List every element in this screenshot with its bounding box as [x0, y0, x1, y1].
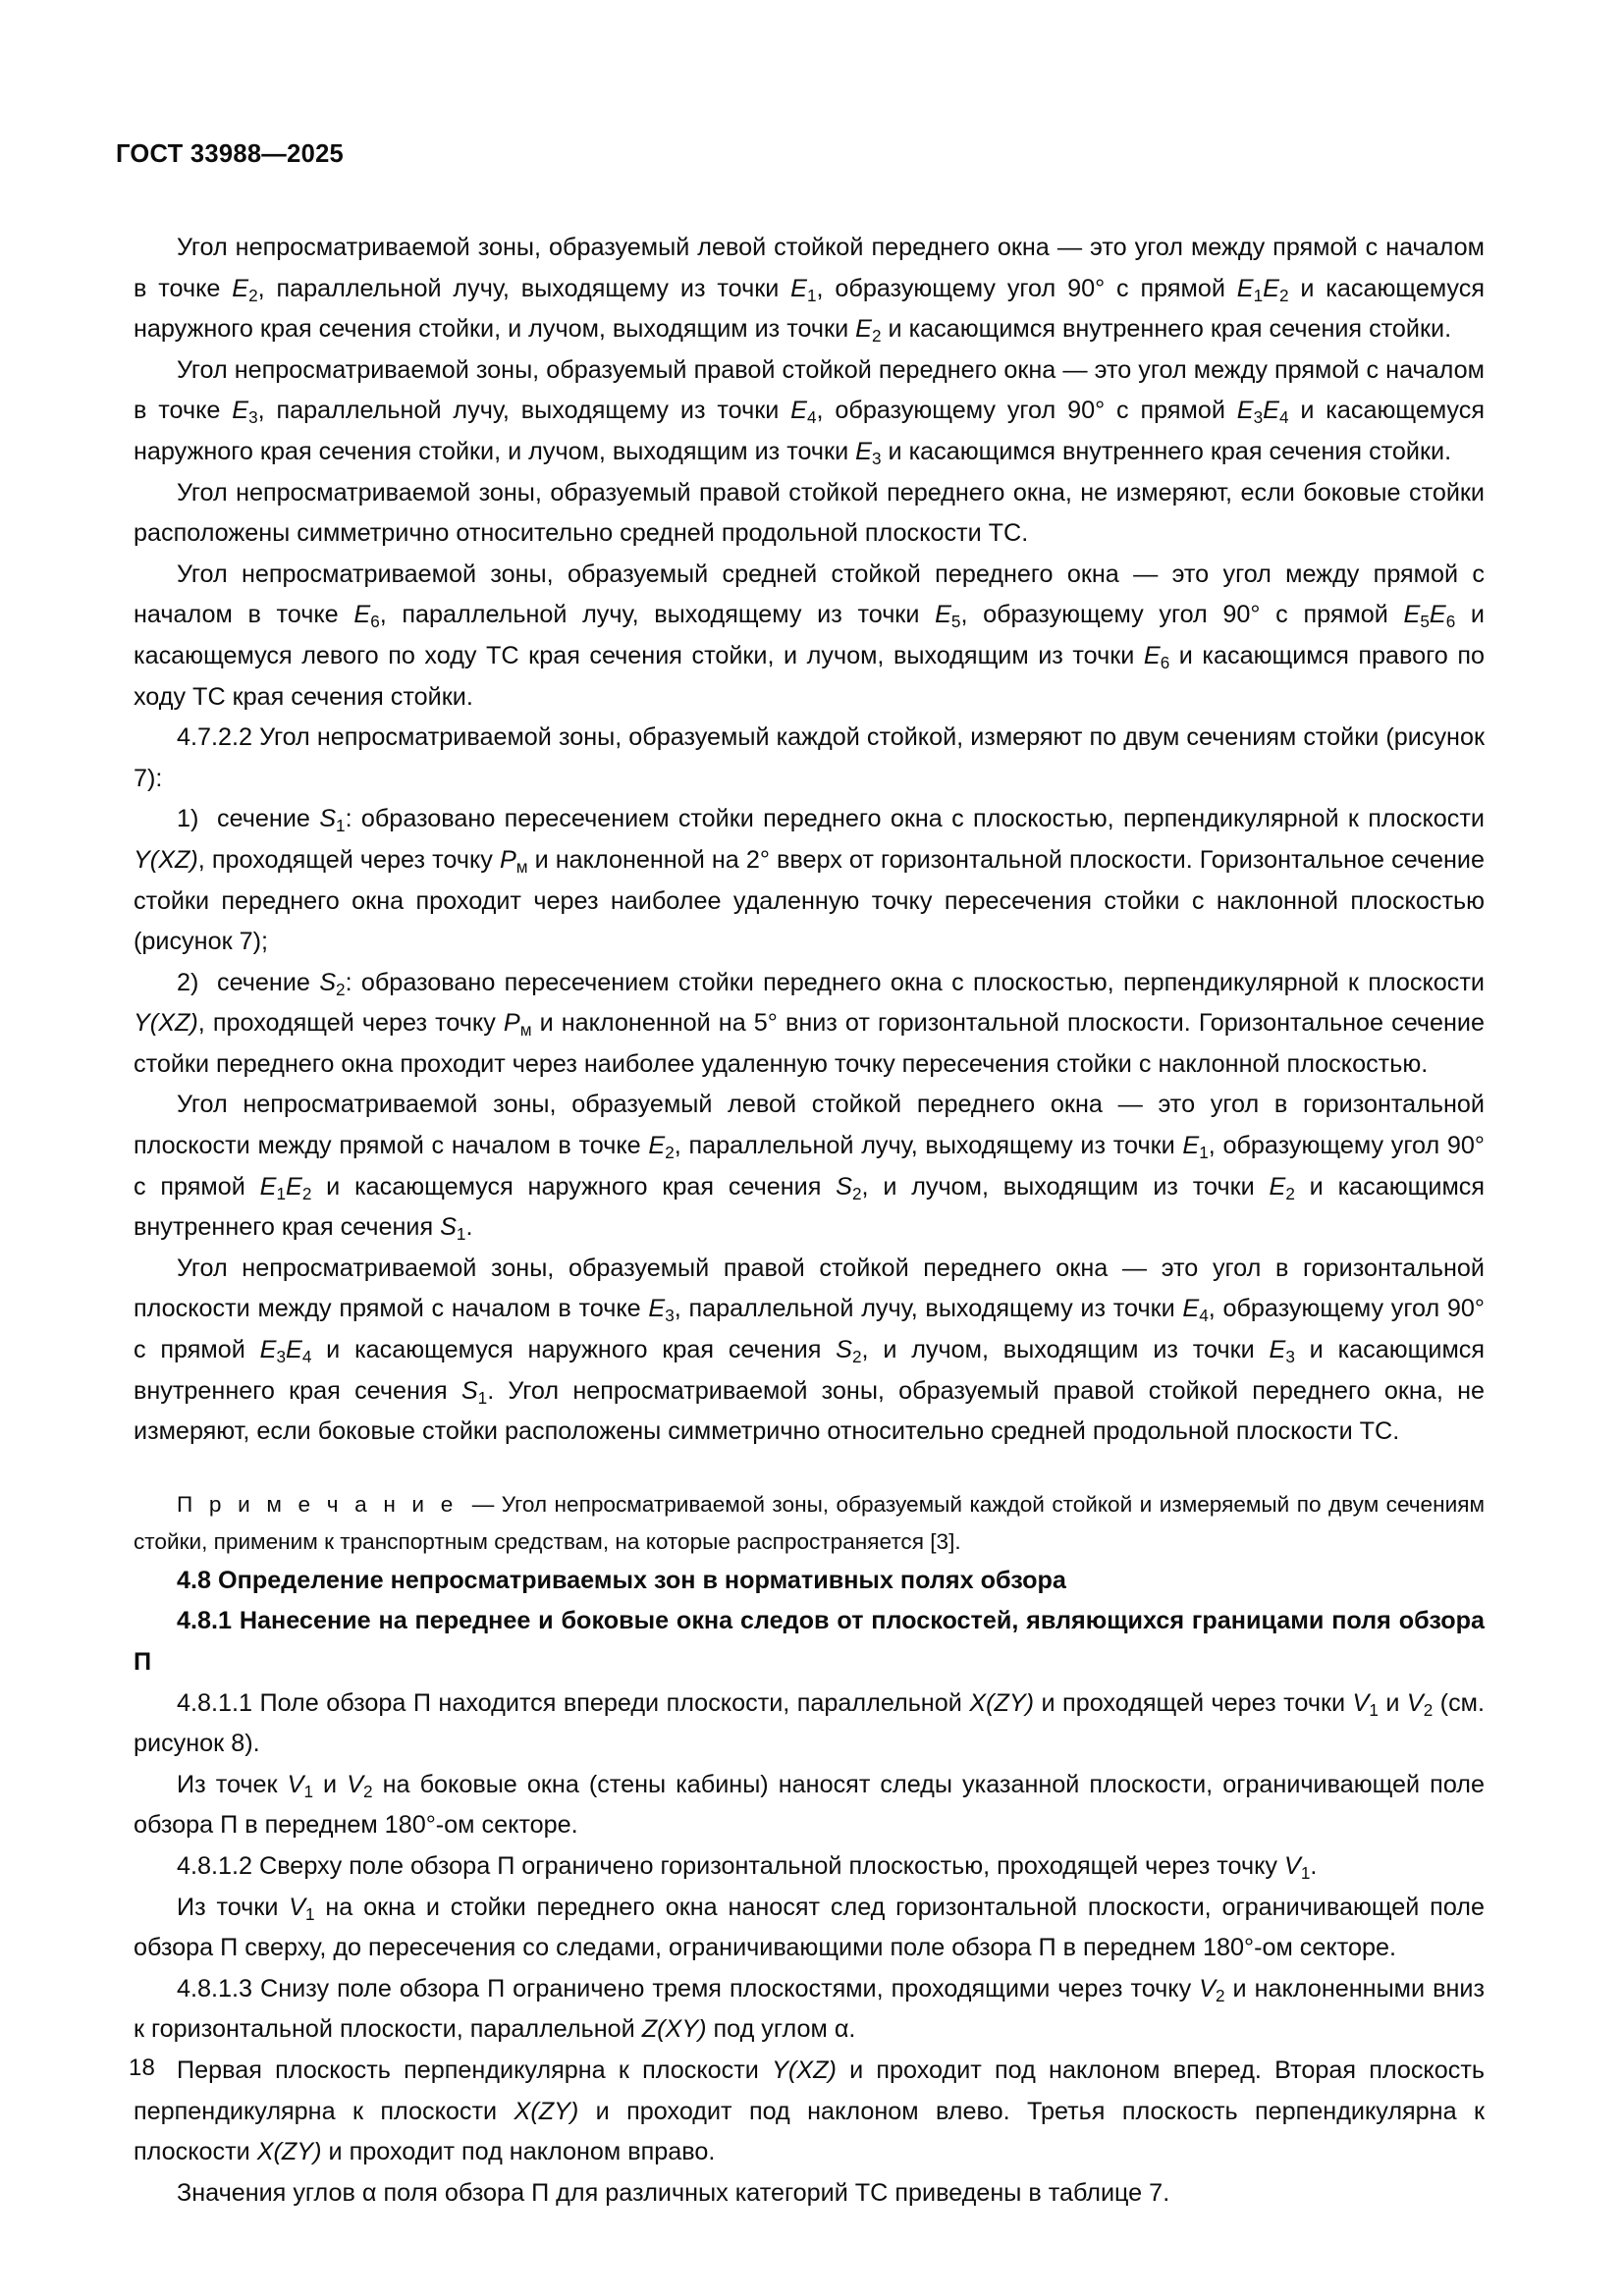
paragraph-right-pillar-horizontal-angle: Угол непросматриваемой зоны, образуемый правой стойкой переднего окна — это угол в горизонтальной плоскости между прямой с началом в точке $E_3$, параллельной лучу, выходящему из точки $E_4$, образующему угол 90° с прямой $E_3E_4$ и касающемуся наружного края сечения $S_2$, и лучом, выходящим из точки $E_3$ и касающимся внутреннего края сечения $S_1$. Угол непросматриваемой зоны, образуемый правой стойкой переднего окна, не измеряют, если боковые стойки расположены симметрично относительно средней продольной плоскости ТС. — [134, 1254, 1485, 1446]
paragraph-left-pillar-horizontal-angle: Угол непросматриваемой зоны, образуемый левой стойкой переднего окна — это угол в горизонтальной плоскости между прямой с началом в точке $E_2$, параллельной лучу, выходящему из точки $E_1$, образующему угол 90° с прямой $E_1E_2$ и касающемуся наружного края сечения $S_2$, и лучом, выходящим из точки $E_2$ и касающимся внутреннего края сечения $S_1$. — [134, 1091, 1485, 1245]
paragraph-angle-values-reference: Значения углов α поля обзора П для различных категорий ТС приведены в таблице 7. — [177, 2178, 1170, 2207]
running-header: ГОСТ 33988—2025 — [116, 140, 345, 168]
note-paragraph — [134, 1486, 1485, 1561]
paragraph-horizontal-plane-trace: Из точки $V_1$ на окна и стойки переднего окна наносят след горизонтальной плоскости, ограничивающей поле обзора П сверху, до пересечения со следами, ограничивающими поле обзора П в переднем 180°-ом секторе. — [134, 1893, 1485, 1962]
note-text: Угол непросматриваемой зоны, образуемый каждой стойкой и измеряемый по двум сечениям стойки, применим к транспортным средствам, на которые распространяется [3]. — [134, 1491, 1485, 1554]
clause-4-7-2-2: 4.7.2.2 Угол непросматриваемой зоны, образуемый каждой стойкой, измеряют по двум сечениям стойки (рисунок 7): — [134, 723, 1485, 792]
paragraph-right-pillar-exception: Угол непросматриваемой зоны, образуемый правой стойкой переднего окна, не измеряют, если боковые стойки расположены симметрично относительно средней продольной плоскости ТС. — [134, 478, 1485, 548]
clause-4-8-1-1: 4.8.1.1 Поле обзора П находится впереди плоскости, параллельной X(ZY) и проходящей через точки $V_1$ и $V_2$ (см. рисунок 8). — [134, 1688, 1485, 1758]
note-block — [134, 1486, 1485, 1561]
heading-4-8: 4.8 Определение непросматриваемых зон в нормативных полях обзора — [177, 1566, 1066, 1594]
page-number: 18 — [129, 2055, 156, 2081]
heading-4-8-1: 4.8.1 Нанесение на переднее и боковые окна следов от плоскостей, являющихся границами поля обзора П — [134, 1607, 1485, 1676]
paragraph-three-planes: Первая плоскость перпендикулярна к плоскости Y(XZ) и проходит под наклоном вперед. Вторая плоскость перпендикулярна к плоскости X(ZY) и проходит под наклоном влево. Третья плоскость перпендикулярна к плоскости X(ZY) и проходит под наклоном вправо. — [134, 2056, 1486, 2166]
body-text-column — [134, 228, 1485, 2214]
paragraph-left-pillar-angle: Угол непросматриваемой зоны, образуемый левой стойкой переднего окна — это угол между прямой с началом в точке $E_2$, параллельной лучу, выходящему из точки $E_1$, образующему угол 90° с прямой $E_1E_2$ и касающемуся наружного края сечения стойки, и лучом, выходящим из точки $E_2$ и касающимся внутреннего края сечения стойки. — [134, 234, 1485, 346]
paragraph-right-pillar-angle: Угол непросматриваемой зоны, образуемый правой стойкой переднего окна — это угол между прямой с началом в точке $E_3$, параллельной лучу, выходящему из точки $E_4$, образующему угол 90° с прямой $E_3E_4$ и касающемуся наружного края сечения стойки, и лучом, выходящим из точки $E_3$ и касающимся внутреннего края сечения стойки. — [134, 355, 1485, 468]
clause-4-8-1-2: 4.8.1.2 Сверху поле обзора П ограничено горизонтальной плоскостью, проходящей через точку $V_1$. — [177, 1851, 1318, 1883]
paragraph-side-window-traces: Из точек $V_1$ и $V_2$ на боковые окна (стены кабины) наносят следы указанной плоскости, ограничивающей поле обзора П в переднем 180°-ом секторе. — [134, 1770, 1485, 1840]
list-item-section-s1: 1) сечение $S_1$: образовано пересечением стойки переднего окна с плоскостью, перпендикулярной к плоскости Y(XZ), проходящей через точку $P_м$ и наклоненной на 2° вверх от горизонтальной плоскости. Горизонтальное сечение стойки переднего окна проходит через наиболее удаленную точку пересечения стойки с наклонной плоскостью (рисунок 7); — [134, 805, 1485, 956]
note-label: П р и м е ч а н и е — [177, 1491, 458, 1517]
paragraph-center-pillar-angle: Угол непросматриваемой зоны, образуемый средней стойкой переднего окна — это угол между прямой с началом в точке $E_6$, параллельной лучу, выходящему из точки $E_5$, образующему угол 90° с прямой $E_5E_6$ и касающемуся левого по ходу ТС края сечения стойки, и лучом, выходящим из точки $E_6$ и касающимся правого по ходу ТС края сечения стойки. — [134, 560, 1486, 711]
note-dash: — — [471, 1491, 495, 1517]
list-item-section-s2: 2) сечение $S_2$: образовано пересечением стойки переднего окна с плоскостью, перпендикулярной к плоскости Y(XZ), проходящей через точку $P_м$ и наклоненной на 5° вниз от горизонтальной плоскости. Горизонтальное сечение стойки переднего окна проходит через наиболее удаленную точку пересечения стойки с наклонной плоскостью. — [134, 968, 1485, 1078]
clause-4-8-1-3: 4.8.1.3 Снизу поле обзора П ограничено тремя плоскостями, проходящими через точку $V_2$ и наклоненными вниз к горизонтальной плоскости, параллельной Z(XY) под углом α. — [134, 1974, 1485, 2044]
